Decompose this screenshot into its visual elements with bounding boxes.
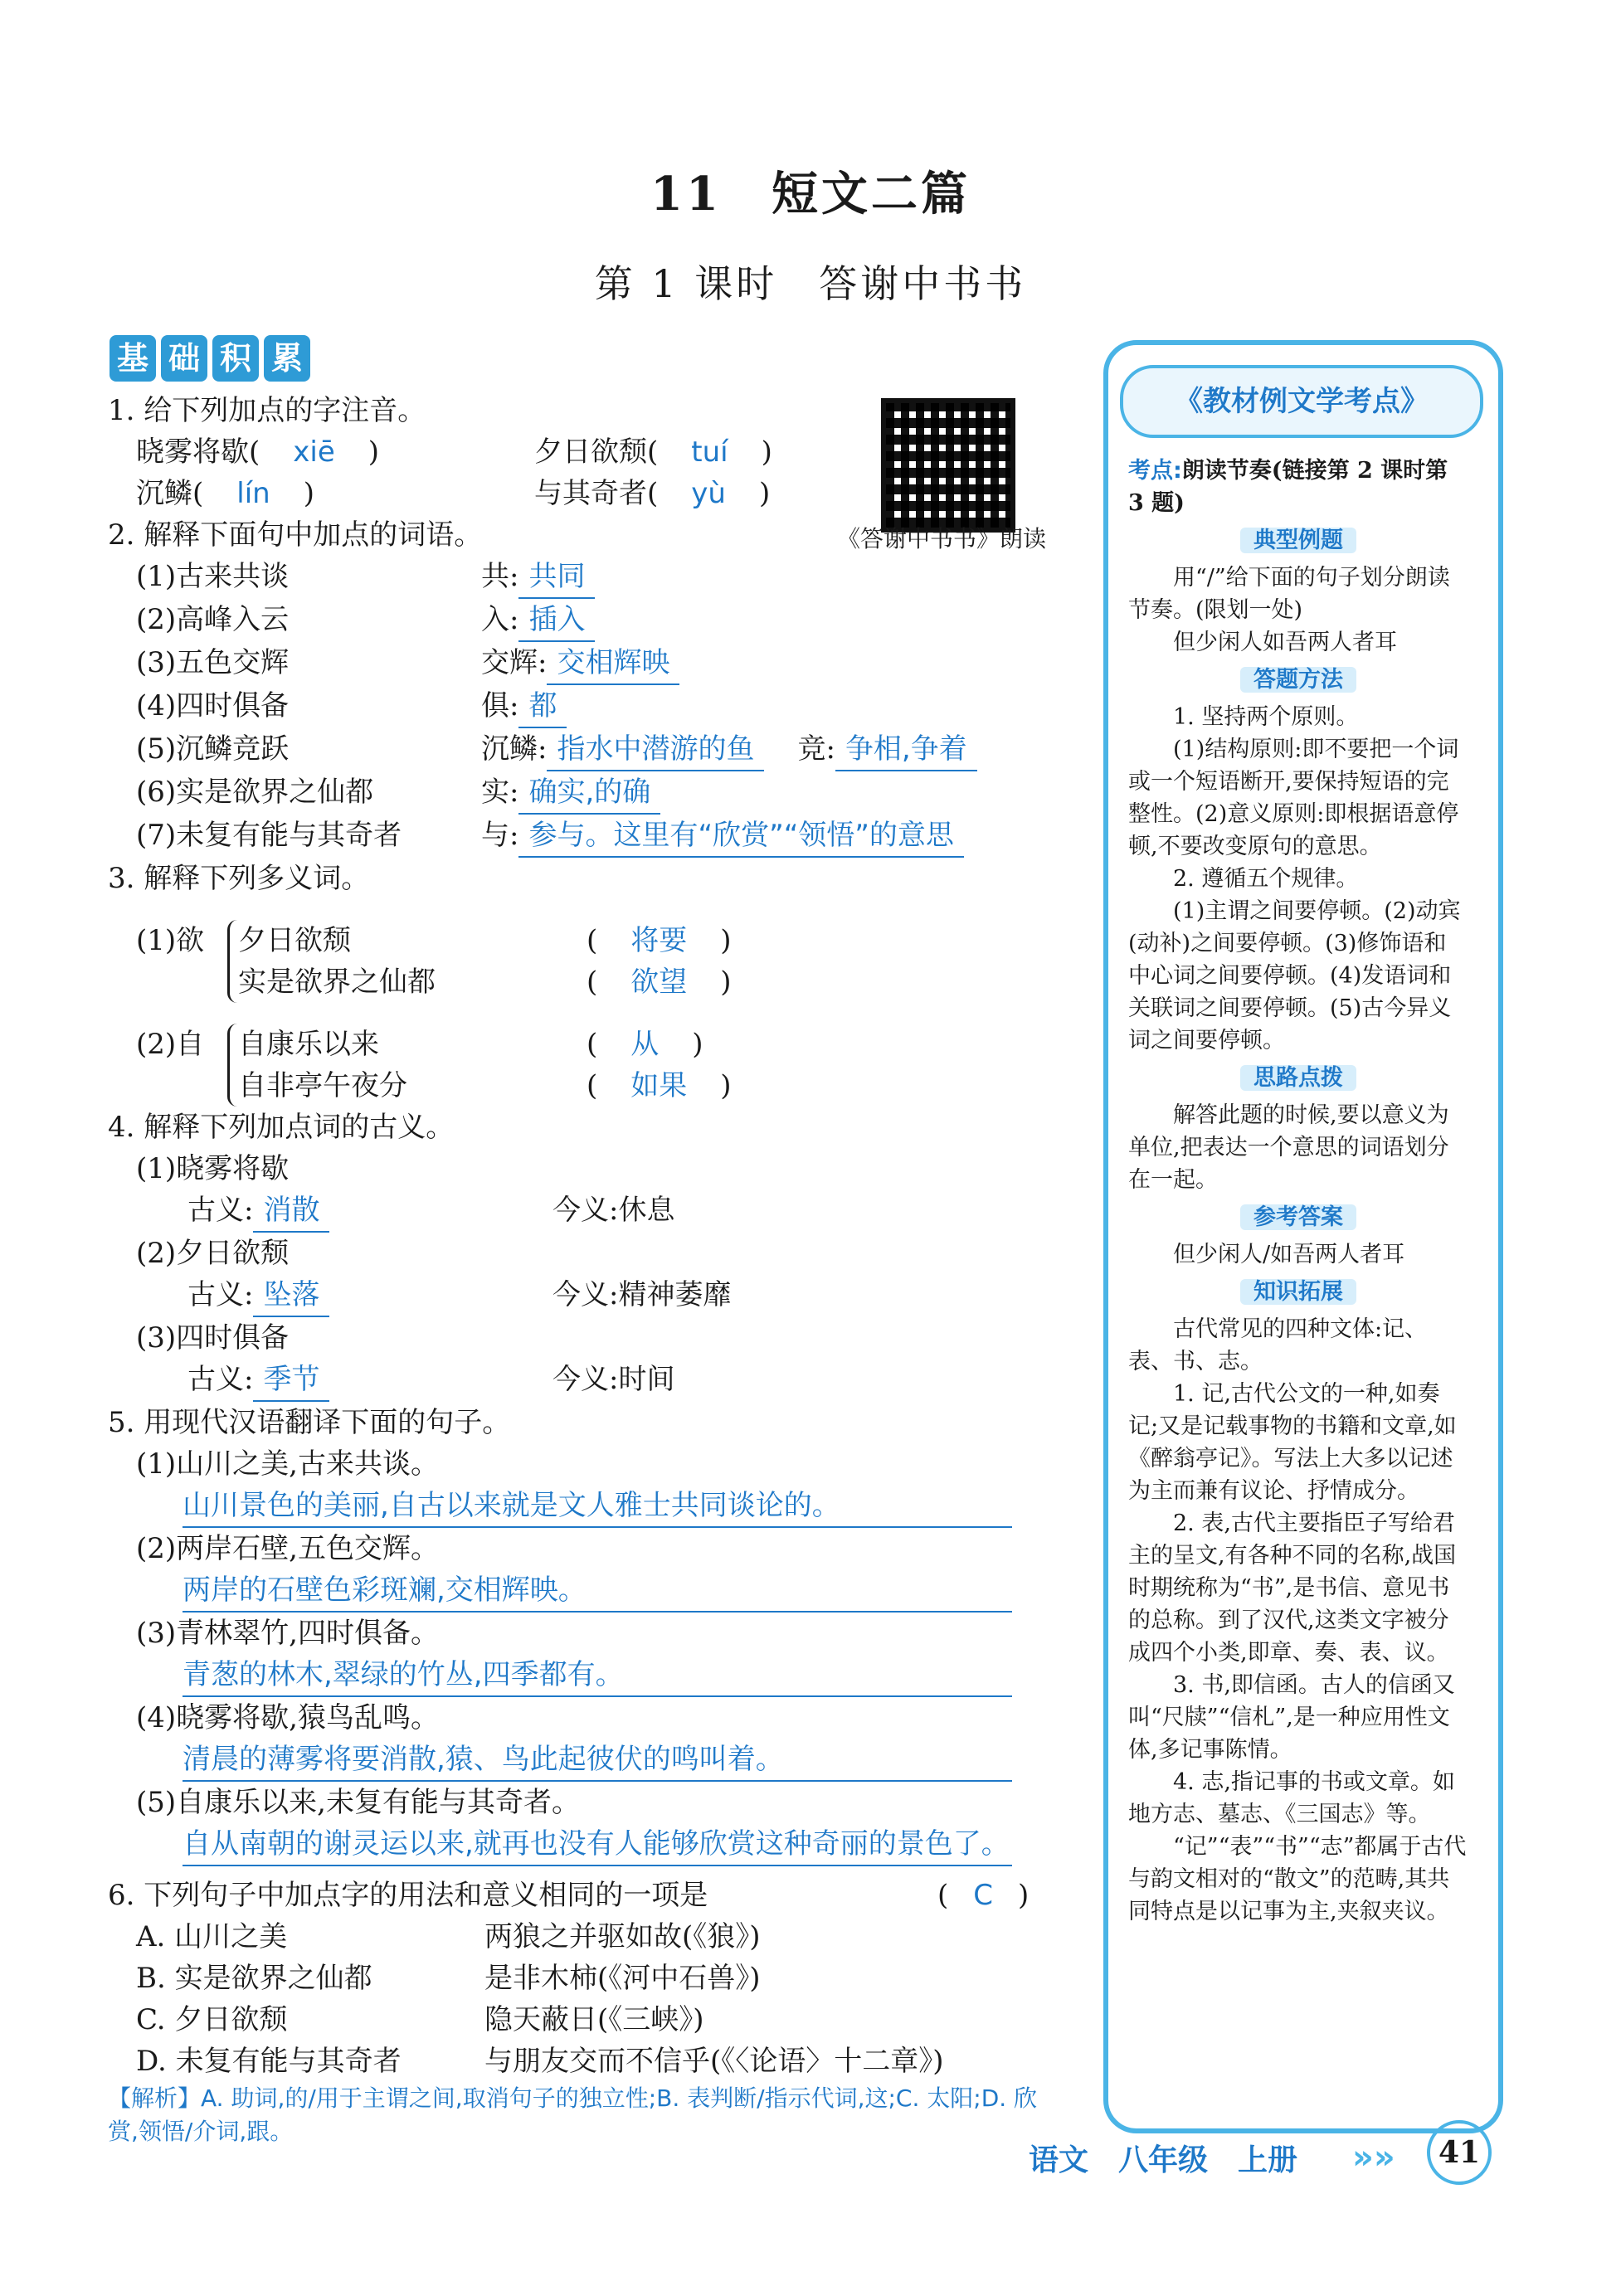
question-stem: 4. 解释下列加点词的古义。 [108, 1111, 455, 1144]
question-5 [108, 1402, 1062, 1866]
list-item: (2)两岸石壁,五色交辉。 [136, 1532, 439, 1565]
option-row: D. 未复有能与其奇者 与朋友交而不信乎(《〈论语〉十二章》) [136, 2045, 944, 2078]
answer-blank: 确实,的确 [518, 771, 660, 815]
sidebar-subheading: 典型例题 [1128, 524, 1468, 557]
answer-text: 将要 [630, 924, 688, 957]
pinyin-row: 晓雾将歇( xiē ) 夕日欲颓( tuí ) [136, 435, 772, 469]
meaning-row: 古义: 消散 今义:休息 [108, 1189, 1062, 1233]
chevron-right-icon: »» [1352, 2138, 1395, 2177]
translation-answer: 自从南朝的谢灵运以来,就再也没有人能够欣赏这种奇丽的景色了。 [183, 1823, 1012, 1866]
analysis-text: 【解析】A. 助词,的/用于主谓之间,取消句子的独立性;B. 表判断/指示代词,这;C. 太阳;D. 欣赏,领悟/介词,跟。 [108, 2084, 1038, 2145]
answer-text: 从 [630, 1028, 660, 1061]
question-4 [108, 1107, 1062, 1402]
question-1 [108, 390, 1062, 514]
sidebar-subheading: 参考答案 [1128, 1201, 1468, 1233]
list-item: (4)晓雾将歇,猿鸟乱鸣。 [136, 1701, 439, 1734]
question-stem: 6. 下列句子中加点字的用法和意义相同的一项是 ( C ) [108, 1875, 1062, 1916]
question-3 [108, 858, 1062, 1107]
list-item: (5)自康乐以来,未复有能与其奇者。 [136, 1786, 580, 1819]
answer-blank: 参与。这里有“欣赏”“领悟”的意思 [518, 815, 963, 858]
lesson-title: 11 短文二篇 [650, 167, 971, 221]
kaodian-label: 考点: [1128, 458, 1182, 484]
choice-answer: C [973, 1879, 994, 1912]
list-item: (4)四时俱备 俱: 都 [108, 685, 1062, 728]
section-label-char: 累 [264, 335, 310, 382]
book-footer: 语文 八年级 上册 [1029, 2143, 1298, 2177]
section-label [110, 335, 310, 382]
section-label-char: 基 [110, 335, 156, 382]
list-item: (1)晓雾将歇 [136, 1152, 290, 1185]
pinyin-answer: tuí [691, 435, 728, 469]
question-6 [108, 1875, 1062, 2148]
option-row: B. 实是欲界之仙都 是非木柿(《河中石兽》) [136, 1962, 761, 1995]
question-stem: 3. 解释下列多义词。 [108, 862, 370, 895]
translation-answer: 两岸的石壁色彩斑斓,交相辉映。 [183, 1569, 1012, 1613]
page-number: 41 [1427, 2120, 1492, 2185]
list-item: (2)高峰入云 入: 插入 [108, 599, 1062, 642]
list-item: (2)夕日欲颓 [136, 1237, 290, 1270]
list-item: (1)古来共谈 共: 共同 [108, 556, 1062, 599]
pinyin-answer: xiē [293, 435, 335, 469]
meaning-row: 古义: 季节 今义:时间 [108, 1359, 1062, 1402]
pinyin-answer: yù [691, 477, 726, 510]
lesson-subtitle: 第 1 课时 答谢中书书 [594, 261, 1027, 306]
sidebar-subheading: 答题方法 [1128, 664, 1468, 696]
list-item: (5)沉鳞竞跃 沉鳞: 指水中潜游的鱼 竞: 争相,争着 [108, 728, 1062, 771]
list-item: (3)四时俱备 [136, 1321, 290, 1355]
list-item: (1)山川之美,古来共谈。 [136, 1447, 439, 1481]
answer-text: 欲望 [630, 966, 688, 999]
answer-blank: 指水中潜游的鱼 [547, 728, 764, 771]
list-item: (3)青林翠竹,四时俱备。 [136, 1617, 439, 1650]
question-2 [108, 514, 1062, 858]
answer-blank: 共同 [518, 556, 595, 599]
option-row: A. 山川之美 两狼之并驱如故(《狼》) [136, 1920, 761, 1953]
sidebar-subheading: 知识拓展 [1128, 1276, 1468, 1308]
question-stem: 2. 解释下面句中加点的词语。 [108, 518, 483, 552]
exercise-area [108, 390, 1062, 2148]
list-item: (3)五色交辉 交辉: 交相辉映 [108, 642, 1062, 685]
section-label-char: 础 [161, 335, 207, 382]
answer-blank: 交相辉映 [547, 642, 679, 685]
answer-text: 如果 [630, 1069, 688, 1102]
translation-answer: 青葱的林木,翠绿的竹丛,四季都有。 [183, 1654, 1012, 1697]
option-row: C. 夕日欲颓 隐天蔽日(《三峡》) [136, 2003, 704, 2036]
polysemy-group: (2)自 自康乐以来 ( 从 ) 自非亭午夜分 ( 如果 ) [108, 1003, 1062, 1107]
question-stem: 1. 给下列加点的字注音。 [108, 394, 426, 427]
answer-blank: 争相,争着 [835, 728, 977, 771]
answer-blank: 插入 [518, 599, 595, 642]
list-item: (7)未复有能与其奇者 与: 参与。这里有“欣赏”“领悟”的意思 [108, 815, 1062, 858]
pinyin-answer: lín [236, 477, 270, 510]
sidebar-body: 考点:朗读节奏(链接第 2 课时第 3 题) 典型例题 用“/”给下面的句子划分朗读节奏。(限划一处) 但少闲人如吾两人者耳 答题方法 1. 坚持两个原则。 (1)结构原则:即不要把一个词或一个短语断开,要保持短语的完整性。(2)意义原则:即根据语意停顿,不要改变原句的意思。 2. 遵循五个规律。 (1)主谓之间要停顿。(2)动宾(动补)之间要停顿。(3)修饰语和中心词之间要停顿。(4)发语词和关联词之间要停顿。(5)古今异义词之间要停顿。 思路点拨 解答此题的时候,要以意义为单位,把表达一个意思的词语划分在一起。 参考答案 但少闲人/如吾两人者耳 知识拓展 古代常见的四种文体:记、表、书、志。 1. 记,古代公文的一种,如奏记;又是记载事物的书籍和文章,如《醉翁亭记》。写法上大多以记述为主而兼有议论、抒情成分。 2. 表,古代主要指臣子写给君主的呈文,有各种不同的名称,战国时期统称为“书”,是书信、意见书的总称。到了汉代,这类文字被分成四个小类,即章、奏、表、议。 3. 书,即信函。古人的信函又叫“尺牍”“信札”,是一种应用性文体,多记事陈情。 4. 志,指记事的书或文章。如地方志、墓志、《三国志》等。 “记”“表”“书”“志”都属于古代与韵文相对的“散文”的范畴,其共同特点是以记事为主,夹叙夹议。 [1128, 455, 1468, 1928]
sidebar-title: 《教材例文学考点》 [1120, 365, 1483, 438]
section-label-char: 积 [212, 335, 259, 382]
translation-answer: 清晨的薄雾将要消散,猿、鸟此起彼伏的鸣叫着。 [183, 1739, 1012, 1782]
answer-blank: 消散 [253, 1189, 329, 1233]
meaning-row: 古义: 坠落 今义:精神萎靡 [108, 1274, 1062, 1317]
answer-blank: 坠落 [253, 1274, 329, 1317]
qr-caption: 《答谢中书书》朗读 [836, 525, 1046, 552]
question-stem: 5. 用现代汉语翻译下面的句子。 [108, 1406, 511, 1439]
sidebar-subheading: 思路点拨 [1128, 1062, 1468, 1094]
answer-blank: 都 [518, 685, 567, 728]
polysemy-group: (1)欲 夕日欲颓 ( 将要 ) 实是欲界之仙都 ( 欲望 ) [108, 899, 1062, 1003]
answer-blank: 季节 [253, 1359, 329, 1402]
list-item: (6)实是欲界之仙都 实: 确实,的确 [108, 771, 1062, 815]
translation-answer: 山川景色的美丽,自古以来就是文人雅士共同谈论的。 [183, 1485, 1012, 1528]
pinyin-row: 沉鳞( lín ) 与其奇者( yù ) [136, 477, 771, 510]
